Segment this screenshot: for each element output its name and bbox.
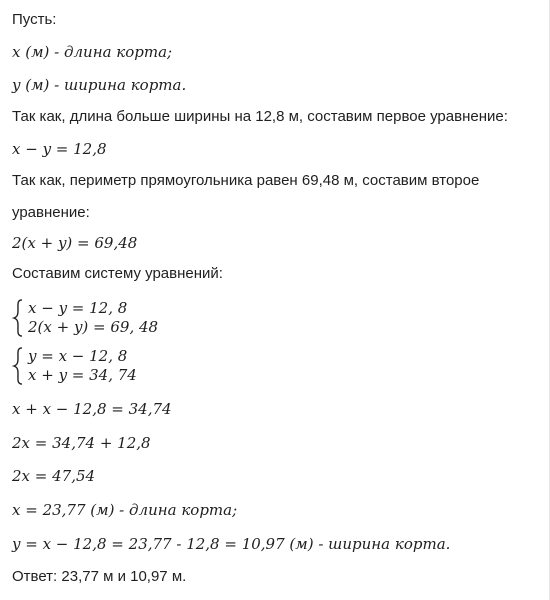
- text-line-y-definition: y (м) - ширина корта.: [12, 76, 187, 94]
- system-1-equation-1: x − y = 12, 8: [28, 299, 128, 317]
- system-2-equation-1: y = x − 12, 8: [28, 347, 128, 365]
- equation-y-result: y = x − 12,8 = 23,77 - 12,8 = 10,97 (м) - ширина корта.: [12, 535, 451, 553]
- equation-2x-result: 2x = 47,54: [12, 467, 96, 485]
- left-brace-icon: [12, 347, 24, 385]
- system-2-equation-2: x + y = 34, 74: [28, 366, 137, 384]
- equation-2x-sum: 2x = 34,74 + 12,8: [12, 434, 151, 452]
- text-line-x-definition: x (м) - длина корта;: [12, 43, 173, 61]
- equation-substitution: x + x − 12,8 = 34,74: [12, 400, 172, 418]
- system-1-equation-2: 2(x + y) = 69, 48: [28, 318, 159, 336]
- answer-line: Ответ: 23,77 м и 10,97 м.: [12, 568, 187, 585]
- left-brace-icon: [12, 299, 24, 337]
- text-line-first-condition: Так как, длина больше ширины на 12,8 м, составим первое уравнение:: [12, 108, 508, 125]
- equation-second: 2(x + y) = 69,48: [12, 234, 138, 252]
- equation-x-result: x = 23,77 (м) - длина корта;: [12, 501, 238, 519]
- text-line-intro: Пусть:: [12, 11, 57, 28]
- text-line-second-condition: Так как, периметр прямоугольника равен 69,48 м, составим второе: [12, 172, 480, 189]
- equation-system-1: [12, 299, 158, 337]
- equation-first: x − y = 12,8: [12, 140, 107, 158]
- equation-system-2: [12, 347, 137, 385]
- text-line-system-intro: Составим систему уравнений:: [12, 265, 223, 282]
- text-line-second-condition-cont: уравнение:: [12, 204, 90, 221]
